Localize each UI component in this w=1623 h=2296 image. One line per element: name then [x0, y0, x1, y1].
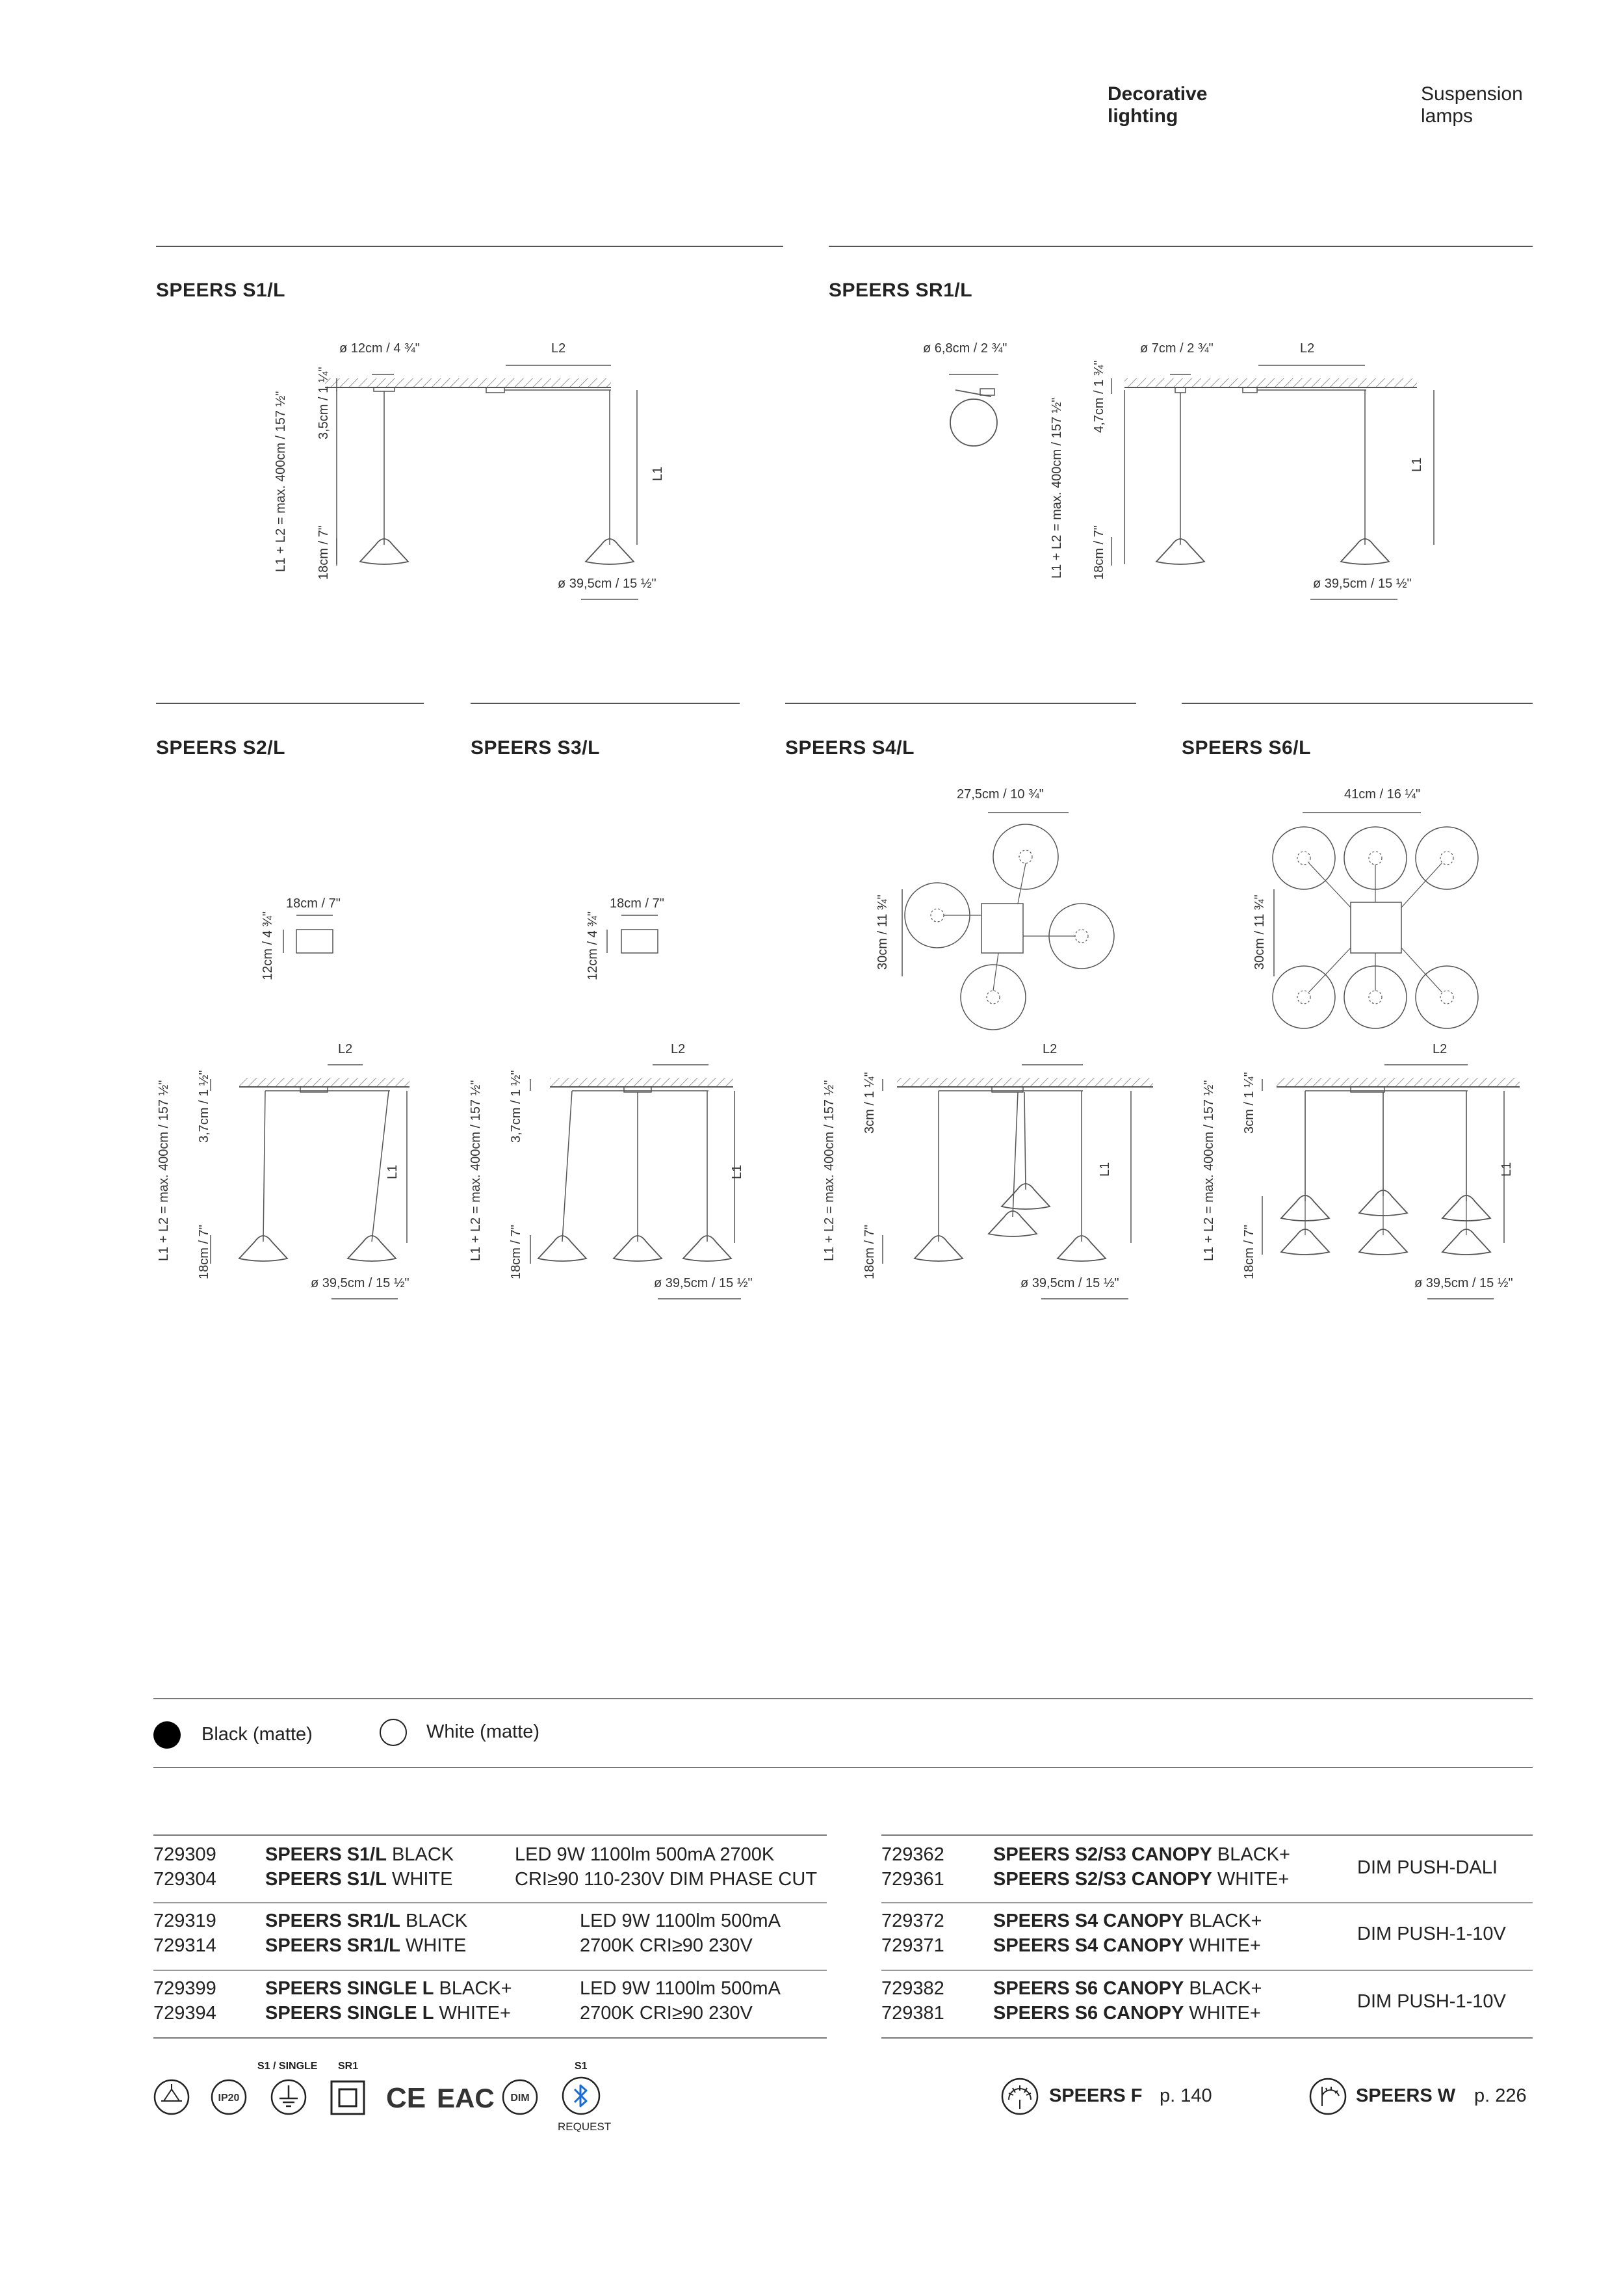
article-name: SPEERS S2/S3 CANOPY WHITE+ — [993, 1869, 1290, 1890]
dim-canopy-diameter: ø 12cm / 4 ¾" — [339, 341, 420, 356]
dim-l1: L1 — [1500, 1162, 1514, 1177]
dim-canopy-width: 18cm / 7" — [286, 896, 341, 911]
dim-canopy-height: 3cm / 1 ¼" — [1242, 1072, 1256, 1134]
table-right-group-1 — [881, 1842, 1533, 1901]
dim-canopy-diameter: ø 7cm / 2 ¾" — [1140, 341, 1214, 356]
dim-shade-height: 18cm / 7" — [863, 1225, 877, 1279]
speers-f-page: p. 140 — [1160, 2085, 1212, 2106]
dim-remote-diameter: ø 6,8cm / 2 ¾" — [923, 341, 1007, 356]
dim-l1: L1 — [385, 1164, 400, 1179]
table-rule — [881, 1834, 1533, 1836]
dim-shade-diameter: ø 39,5cm / 15 ½" — [1313, 577, 1412, 591]
dim-canopy-height: 4,7cm / 1 ¾" — [1092, 360, 1106, 433]
drawing-s4 — [812, 780, 1163, 1313]
ip20-icon — [209, 2078, 248, 2117]
dim-plan-height: 30cm / 11 ¾" — [1253, 894, 1267, 970]
finish-swatch-black — [153, 1721, 181, 1749]
article-code: 729382 — [881, 1978, 944, 1999]
svg-text:IP20: IP20 — [218, 2093, 240, 2104]
product-title-s6: SPEERS S6/L — [1182, 737, 1311, 759]
icon-caption-s1: S1 — [575, 2061, 588, 2072]
dim-lsum: L1 + L2 = max. 400cm / 157 ½" — [1050, 397, 1064, 579]
table-rule — [153, 1902, 827, 1903]
dim-canopy-depth: 12cm / 4 ¾" — [261, 911, 275, 980]
product-title-s4: SPEERS S4/L — [785, 737, 915, 759]
category-line1: Decorative — [1108, 83, 1208, 105]
subcategory-line2: lamps — [1421, 105, 1474, 127]
dim-shade-height: 18cm / 7" — [317, 525, 331, 580]
dim-l1: L1 — [1098, 1162, 1112, 1177]
article-name: SPEERS S6 CANOPY WHITE+ — [993, 2003, 1261, 2024]
article-spec: 2700K CRI≥90 230V — [580, 1935, 753, 1956]
finish-label-white: White (matte) — [426, 1721, 540, 1742]
article-name: SPEERS SINGLE L WHITE+ — [265, 2003, 511, 2024]
category-heading — [1108, 83, 1207, 127]
speers-w-page: p. 226 — [1474, 2085, 1527, 2106]
article-code: 729361 — [881, 1869, 944, 1890]
drawing-s3 — [468, 884, 773, 1313]
dim-canopy-height: 3,7cm / 1 ½" — [509, 1070, 523, 1143]
dim-l1: L1 — [730, 1164, 744, 1179]
svg-text:EAC: EAC — [437, 2083, 495, 2113]
article-name: SPEERS S2/S3 CANOPY BLACK+ — [993, 1844, 1290, 1865]
article-code: 729371 — [881, 1935, 944, 1956]
dim-l2: L2 — [1043, 1042, 1058, 1056]
section-divider — [156, 246, 783, 247]
class-ii-icon — [329, 2079, 367, 2117]
speers-f-link-icon[interactable] — [1000, 2076, 1040, 2117]
drawing-sr1 — [910, 338, 1469, 611]
product-title-sr1: SPEERS SR1/L — [829, 280, 973, 301]
dim-shade-height: 18cm / 7" — [197, 1225, 211, 1279]
subcategory-line1: Suspension — [1421, 83, 1523, 105]
finishes-bottom-rule — [153, 1767, 1533, 1768]
article-code: 729399 — [153, 1978, 216, 1999]
dim-canopy-height: 3,7cm / 1 ½" — [197, 1070, 211, 1143]
dim-shade-diameter: ø 39,5cm / 15 ½" — [1020, 1276, 1119, 1290]
bluetooth-icon — [560, 2075, 602, 2117]
drawing-s6 — [1196, 780, 1534, 1313]
article-code: 729304 — [153, 1869, 216, 1890]
section-divider — [785, 703, 1136, 704]
article-spec: LED 9W 1100lm 500mA — [580, 1911, 781, 1931]
article-spec: LED 9W 1100lm 500mA 2700K — [515, 1844, 775, 1865]
speers-f-link[interactable]: SPEERS F — [1049, 2085, 1143, 2106]
dim-icon — [500, 2078, 539, 2117]
dim-canopy-width: 18cm / 7" — [610, 896, 664, 911]
finishes-top-rule — [153, 1698, 1533, 1699]
article-spec: DIM PUSH-1-10V — [1357, 1924, 1506, 1944]
article-name: SPEERS S4 CANOPY BLACK+ — [993, 1911, 1262, 1931]
article-spec: DIM PUSH-1-10V — [1357, 1991, 1506, 2012]
article-name: SPEERS S1/L WHITE — [265, 1869, 453, 1890]
bluetooth-request-note: REQUEST — [558, 2120, 612, 2133]
dim-l2: L2 — [1433, 1042, 1448, 1056]
dim-lsum: L1 + L2 = max. 400cm / 157 ½" — [157, 1080, 171, 1261]
article-code: 729309 — [153, 1844, 216, 1865]
article-spec: 2700K CRI≥90 230V — [580, 2003, 753, 2024]
dim-l2: L2 — [338, 1042, 353, 1056]
table-rule — [881, 1902, 1533, 1903]
dim-l1: L1 — [1410, 457, 1424, 472]
table-left-group-1 — [153, 1842, 827, 1901]
table-rule — [153, 2037, 827, 2039]
table-rule — [881, 1970, 1533, 1971]
article-name: SPEERS S4 CANOPY WHITE+ — [993, 1935, 1261, 1956]
speers-w-link[interactable]: SPEERS W — [1356, 2085, 1456, 2106]
earth-ground-icon — [269, 2078, 308, 2117]
subcategory-heading — [1421, 83, 1523, 127]
category-line2: lighting — [1108, 105, 1178, 127]
dim-lsum: L1 + L2 = max. 400cm / 157 ½" — [1202, 1080, 1216, 1261]
article-name: SPEERS S1/L BLACK — [265, 1844, 454, 1865]
dim-lsum: L1 + L2 = max. 400cm / 157 ½" — [822, 1080, 837, 1261]
article-code: 729314 — [153, 1935, 216, 1956]
product-title-s3: SPEERS S3/L — [471, 737, 600, 759]
table-left-group-2 — [153, 1909, 827, 1967]
dim-l1: L1 — [651, 466, 665, 481]
svg-text:CE: CE — [386, 2082, 426, 2114]
table-rule — [153, 1970, 827, 1971]
article-code: 729362 — [881, 1844, 944, 1865]
article-name: SPEERS SR1/L WHITE — [265, 1935, 467, 1956]
product-title-s2: SPEERS S2/L — [156, 737, 285, 759]
table-left-group-3 — [153, 1976, 827, 2035]
article-spec: CRI≥90 110-230V DIM PHASE CUT — [515, 1869, 818, 1890]
drawing-s1 — [260, 338, 689, 611]
dim-plan-width: 41cm / 16 ¼" — [1344, 787, 1421, 802]
dim-canopy-depth: 12cm / 4 ¾" — [586, 911, 600, 980]
icon-caption-s1-single: S1 / SINGLE — [257, 2061, 318, 2072]
table-rule — [153, 1834, 827, 1836]
dim-shade-diameter: ø 39,5cm / 15 ½" — [311, 1276, 409, 1290]
article-spec: LED 9W 1100lm 500mA — [580, 1978, 781, 1999]
dim-shade-diameter: ø 39,5cm / 15 ½" — [654, 1276, 753, 1290]
article-spec: DIM PUSH-DALI — [1357, 1857, 1498, 1878]
dim-l2: L2 — [551, 341, 566, 356]
dim-l2: L2 — [1300, 341, 1315, 356]
article-name: SPEERS S6 CANOPY BLACK+ — [993, 1978, 1262, 1999]
ce-mark-icon — [386, 2080, 425, 2114]
finish-swatch-white — [380, 1719, 407, 1746]
dim-shade-diameter: ø 39,5cm / 15 ½" — [1414, 1276, 1513, 1290]
dim-shade-height: 18cm / 7" — [509, 1225, 523, 1279]
dim-shade-height: 18cm / 7" — [1092, 525, 1106, 580]
dim-shade-diameter: ø 39,5cm / 15 ½" — [558, 577, 656, 591]
dim-lsum: L1 + L2 = max. 400cm / 157 ½" — [469, 1080, 483, 1261]
article-code: 729394 — [153, 2003, 216, 2024]
section-divider — [829, 246, 1533, 247]
dim-canopy-height: 3cm / 1 ¼" — [863, 1072, 877, 1134]
article-code: 729372 — [881, 1911, 944, 1931]
speers-w-link-icon[interactable] — [1308, 2076, 1348, 2117]
dim-lsum: L1 + L2 = max. 400cm / 157 ½" — [274, 391, 288, 572]
dim-plan-height: 30cm / 11 ¾" — [876, 894, 890, 970]
product-title-s1: SPEERS S1/L — [156, 280, 285, 301]
dim-plan-width: 27,5cm / 10 ¾" — [957, 787, 1044, 802]
article-name: SPEERS SINGLE L BLACK+ — [265, 1978, 512, 1999]
eac-mark-icon — [437, 2080, 495, 2114]
table-right-group-2 — [881, 1909, 1533, 1967]
drawing-s2 — [156, 884, 442, 1313]
article-code: 729381 — [881, 2003, 944, 2024]
article-code: 729319 — [153, 1911, 216, 1931]
section-divider — [156, 703, 424, 704]
dim-canopy-height: 3,5cm / 1 ¼" — [317, 367, 331, 439]
dim-l2: L2 — [671, 1042, 686, 1056]
article-name: SPEERS SR1/L BLACK — [265, 1911, 468, 1931]
table-rule — [881, 2037, 1533, 2039]
lamp-icon — [152, 2078, 191, 2117]
section-divider — [1182, 703, 1533, 704]
icon-caption-sr1: SR1 — [338, 2061, 359, 2072]
dim-shade-height: 18cm / 7" — [1242, 1225, 1256, 1279]
table-right-group-3 — [881, 1976, 1533, 2035]
svg-text:DIM: DIM — [510, 2093, 530, 2104]
section-divider — [471, 703, 740, 704]
finish-label-black: Black (matte) — [201, 1724, 313, 1745]
